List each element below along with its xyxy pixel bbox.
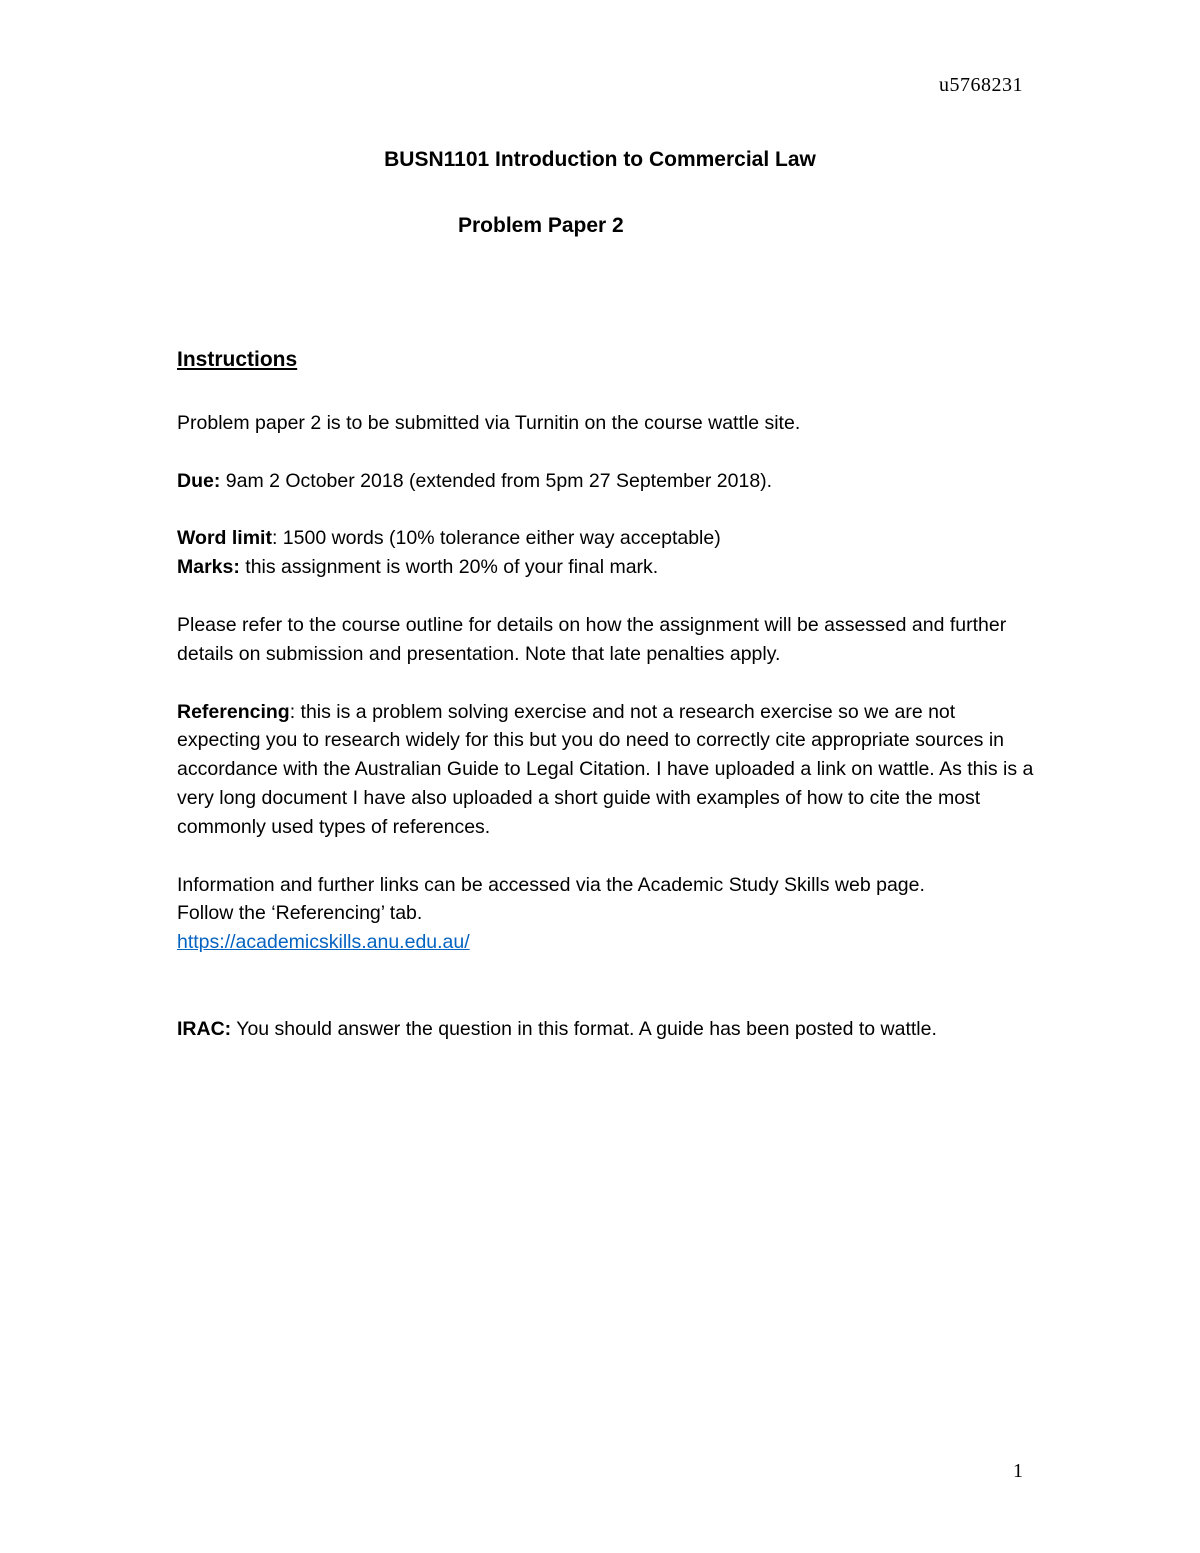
referencing-paragraph <box>177 698 1037 842</box>
word-limit-marks-paragraph <box>177 524 1037 582</box>
info-paragraph <box>177 871 1037 957</box>
marks-label: Marks: <box>177 556 240 579</box>
marks-text: this assignment is worth 20% of your final mark. <box>239 556 659 579</box>
due-text: 9am 2 October 2018 (extended from 5pm 27 September 2018). <box>220 469 773 492</box>
word-limit-text: : 1500 words (10% tolerance either way acceptable) <box>271 527 721 550</box>
marks-line <box>177 553 1037 582</box>
instructions-section <box>177 346 1037 1073</box>
academic-skills-link[interactable]: https://academicskills.anu.edu.au/ <box>177 931 470 954</box>
irac-text: You should answer the question in this format. A guide has been posted to wattle. <box>231 1017 937 1040</box>
referencing-text: : this is a problem solving exercise and not a research exercise so we are not expecting you to research widely for this but you do need to correctly cite appropriate sources in accordance with the Australian Guide to Legal Citation. I have uploaded a link on wattle. As this is a very long document I have also uploaded a short guide with examples of how to cite the most commonly used types of references. <box>177 700 1034 838</box>
info-line-2: Follow the ‘Referencing’ tab. <box>177 902 423 925</box>
page-number: 1 <box>1013 1460 1023 1482</box>
submission-paragraph: Problem paper 2 is to be submitted via Turnitin on the course wattle site. <box>177 411 801 434</box>
due-paragraph <box>177 467 1037 496</box>
student-id-header: u5768231 <box>939 74 1023 96</box>
irac-label: IRAC: <box>177 1017 232 1040</box>
course-outline-paragraph: Please refer to the course outline for details on how the assignment will be assessed and further details on submission and presentation. Note that late penalties apply. <box>177 613 1007 665</box>
irac-paragraph <box>177 1015 1037 1044</box>
word-limit-label: Word limit <box>177 527 272 550</box>
document-subtitle: Problem Paper 2 <box>458 214 624 237</box>
instructions-heading: Instructions <box>177 348 298 371</box>
document-title: BUSN1101 Introduction to Commercial Law <box>384 148 816 171</box>
word-limit-line <box>177 524 1037 553</box>
due-label: Due: <box>177 469 221 492</box>
referencing-label: Referencing <box>177 700 290 723</box>
info-line-1: Information and further links can be accessed via the Academic Study Skills web page. <box>177 873 925 896</box>
